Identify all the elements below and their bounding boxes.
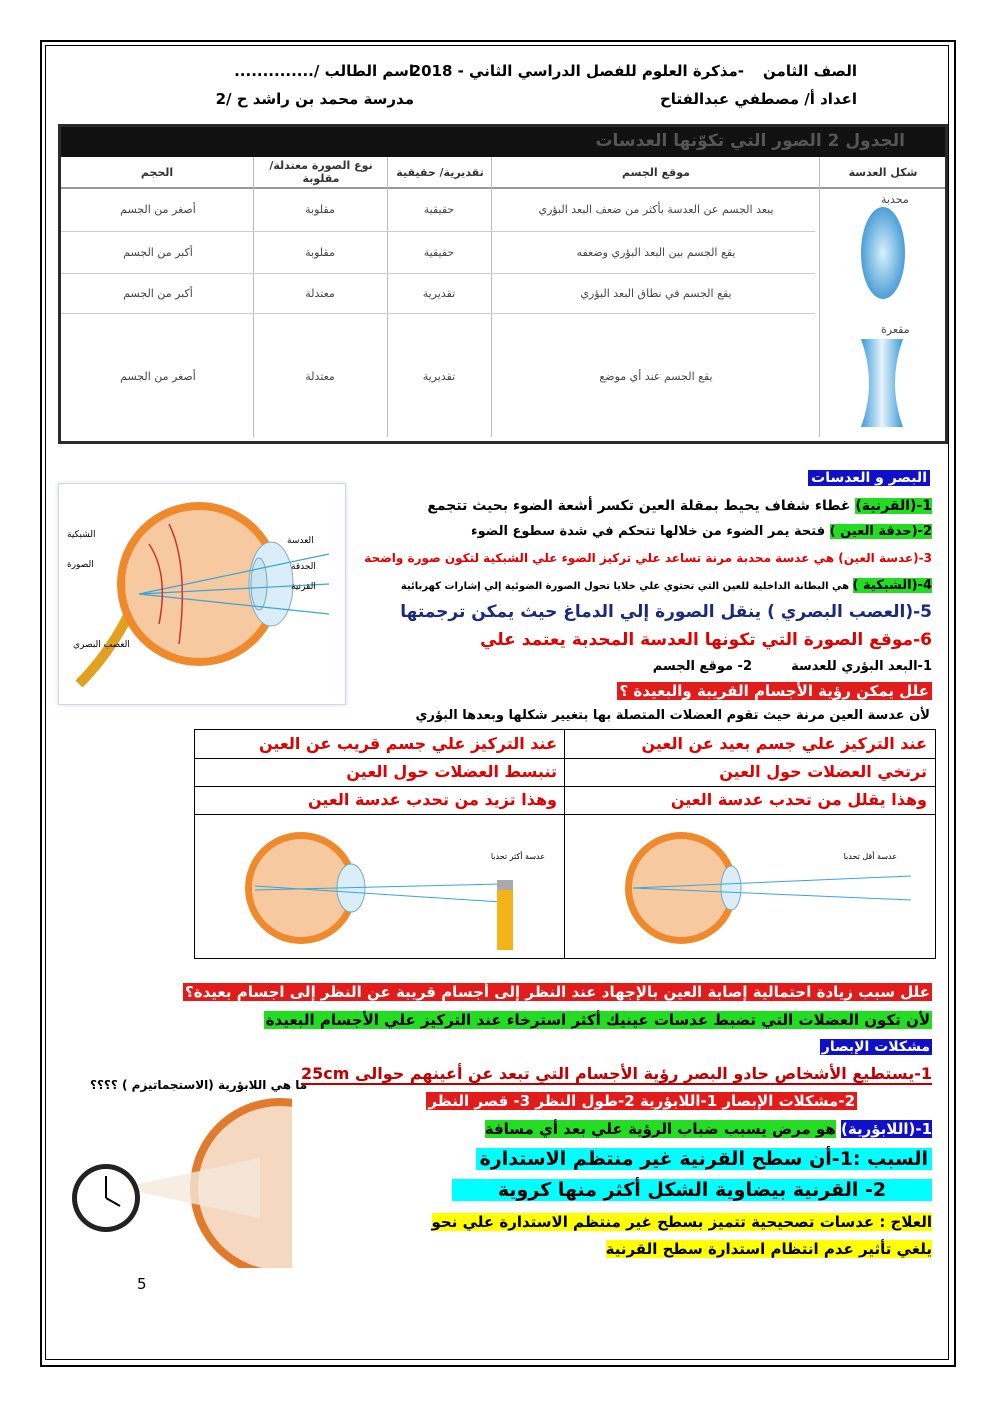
label-lens: العدسة bbox=[287, 536, 314, 546]
lens-images-table bbox=[58, 124, 948, 444]
item2-term: 2-(حدقة العين ) bbox=[829, 524, 932, 539]
header-prepared-by: اعداد أ/ مصطفي عبدالفتاح bbox=[660, 90, 857, 108]
astig-cause-1: السبب :1-أن سطح القرنية غير منتظم الاستدارة bbox=[476, 1148, 932, 1170]
astig-cause-2: 2- القرنية بيضاوية الشكل أكثر منها كروية bbox=[452, 1179, 932, 1201]
item4-term: 4-(الشبكية ) bbox=[852, 578, 932, 593]
vision-item-3: 3-(عدسة العين) هي عدسة محدبة مرنة تساعد علي تركيز الضوء علي الشبكية لتكون صورة واضحة bbox=[364, 551, 932, 565]
header-student-name: اسم الطالب /.............. bbox=[234, 62, 414, 80]
header-notebook: -مذكرة العلوم للفصل الدراسي الثاني - 2018 bbox=[410, 62, 744, 80]
vision-answer: لأن عدسة العين مرنة حيث تقوم العضلات المتصلة بها بتغيير شكلها وبعدها البؤري bbox=[415, 708, 930, 723]
astig-term: 1-(اللابؤرية) bbox=[841, 1120, 932, 1138]
lens-table-title: الجدول 2 الصور التي تكوّنها العدسات bbox=[595, 131, 905, 151]
astigmatism-definition bbox=[485, 1120, 932, 1138]
row1-size: أصغر من الجسم bbox=[120, 202, 196, 216]
page-number: 5 bbox=[137, 1275, 147, 1293]
row4-position: يقع الجسم عند أي موضع bbox=[599, 369, 713, 383]
near-focus-eye-illustration bbox=[201, 824, 561, 952]
label-retina: الشبكية bbox=[67, 530, 96, 540]
far-focus-eye-illustration bbox=[571, 824, 931, 952]
convex-label: محدبة bbox=[881, 192, 909, 206]
strain-question: علل سبب زيادة احتمالية إصابة العين بالإجهاد عند النظر إلى أجسام قريبة عن النظر إلى اجسام بعيدة؟ bbox=[185, 983, 930, 1001]
row1-orientation: مقلوبة bbox=[305, 202, 335, 216]
astigmatism-caption: ما هي اللابؤرية (الاستجماتيزم ) ؟؟؟؟ bbox=[90, 1078, 308, 1092]
far-lens-label: عدسة أقل تحدبا bbox=[843, 852, 897, 861]
item1-term: 1-(القرنية) bbox=[855, 498, 932, 514]
row3-position: يقع الجسم في نطاق البعد البؤري bbox=[580, 286, 732, 300]
row2-size: أكبر من الجسم bbox=[123, 245, 193, 259]
label-optic-nerve: العصب البصري bbox=[73, 640, 130, 650]
col-orientation: نوع الصورة معتدلة/مقلوبة bbox=[269, 159, 373, 185]
problems-heading: مشكلات الإبصار bbox=[821, 1039, 930, 1055]
header-grade: الصف الثامن bbox=[763, 62, 857, 80]
row4-size: أصغر من الجسم bbox=[120, 369, 196, 383]
lens-table-header bbox=[61, 157, 945, 189]
col-lens-shape: شكل العدسة bbox=[848, 165, 918, 179]
row2-real-virtual: حقيقية bbox=[423, 245, 455, 259]
row3-real-virtual: تقديرية bbox=[422, 286, 456, 300]
problems-line-1: 1-يستطيع الأشخاص حادو البصر رؤية الأجسام التي تبعد عن أعينهم حوالى 25cm bbox=[301, 1064, 932, 1083]
item2-text: فتحة يمر الضوء من خلالها تتحكم في شدة سطوع الضوء bbox=[470, 524, 826, 539]
focus-comparison-table bbox=[194, 729, 936, 959]
vision-item-4 bbox=[401, 578, 932, 593]
row2-orientation: مقلوبة bbox=[305, 245, 335, 259]
row4-orientation: معتدلة bbox=[305, 369, 335, 383]
header-school: مدرسة محمد بن راشد ح /2 bbox=[215, 90, 414, 108]
row3-size: أكبر من الجسم bbox=[123, 286, 193, 300]
astigmatism-illustration bbox=[60, 1098, 292, 1268]
near-row-1: عند التركيز علي جسم قريب عن العين bbox=[258, 734, 557, 753]
strain-answer: لأن تكون العضلات التي تضبط عدسات عينيك أكثر استرخاء عند التركيز علي الأجسام البعيدة bbox=[265, 1011, 930, 1029]
label-image: الصورة bbox=[67, 560, 94, 570]
lens-table-title-bar bbox=[61, 127, 945, 157]
item1-text: غطاء شفاف يحيط بمقلة العين تكسر أشعة الضوء بحيث تتجمع bbox=[427, 498, 851, 514]
eye-anatomy-illustration bbox=[59, 484, 345, 704]
concave-label: مقعرة bbox=[881, 322, 910, 336]
vision-item-2 bbox=[471, 524, 932, 539]
vision-item-1 bbox=[427, 498, 932, 514]
factor-focal-length: 1-البعد البؤري للعدسة bbox=[791, 659, 932, 674]
near-row-2: تنبسط العضلات حول العين bbox=[346, 762, 557, 781]
col-object-position: موقع الجسم bbox=[622, 165, 690, 179]
problems-line-2: 2-مشكلات الإبصار 1-اللابؤرية 2-طول النظر 3- قصر النظر bbox=[428, 1092, 855, 1110]
astig-treatment-2: يلغي تأثير عدم انتظام استدارة سطح القرنية bbox=[605, 1240, 932, 1258]
row3-orientation: معتدلة bbox=[305, 286, 335, 300]
astig-def: هو مرض يسبب ضباب الرؤية علي بعد أي مسافة bbox=[484, 1120, 836, 1138]
vision-item-6: 6-موقع الصورة التي تكونها العدسة المحدبة يعتمد علي bbox=[480, 630, 932, 650]
col-size: الحجم bbox=[140, 165, 174, 179]
label-cornea: القرنية bbox=[291, 582, 316, 592]
col-real-virtual: تقديرية/ حقيقية bbox=[396, 165, 484, 179]
far-row-2: ترتخي العضلات حول العين bbox=[719, 762, 927, 781]
far-row-3: وهذا يقلل من تحدب عدسة العين bbox=[670, 790, 927, 809]
row1-position: يبعد الجسم عن العدسة بأكثر من ضعف البعد البؤري bbox=[538, 202, 774, 216]
item4-text: هي البطانة الداخلية للعين التي تحتوي علي خلايا تحول الصورة الضوئية إلي إشارات كهربائية bbox=[400, 581, 850, 592]
convex-lens-icon bbox=[857, 203, 909, 303]
factor-object-position: 2- موقع الجسم bbox=[652, 659, 752, 674]
eye-anatomy-figure bbox=[58, 483, 346, 705]
vision-item-5: 5-(العصب البصري ) ينقل الصورة إلي الدماغ حيث يمكن ترجمتها bbox=[400, 602, 932, 622]
astig-treatment-1: العلاج : عدسات تصحيحية تتميز بسطح غير منتظم الاستدارة علي نحو bbox=[431, 1213, 932, 1231]
far-row-1: عند التركيز علي جسم بعيد عن العين bbox=[641, 734, 927, 753]
row2-position: يقع الجسم بين البعد البؤري وضعفه bbox=[576, 245, 736, 259]
astigmatism-figure bbox=[60, 1068, 308, 1268]
label-pupil: الحدقة bbox=[291, 562, 316, 572]
row1-real-virtual: حقيقية bbox=[423, 202, 455, 216]
near-row-3: وهذا تزيد من تحدب عدسة العين bbox=[307, 790, 557, 809]
vision-question: علل يمكن رؤية الأجسام القريبة والبعيدة ؟ bbox=[617, 682, 933, 700]
vision-heading: البصر و العدسات bbox=[808, 470, 930, 486]
near-lens-label: عدسة أكثر تحدبا bbox=[490, 852, 545, 861]
concave-lens-icon bbox=[857, 335, 907, 431]
row4-real-virtual: تقديرية bbox=[422, 369, 456, 383]
